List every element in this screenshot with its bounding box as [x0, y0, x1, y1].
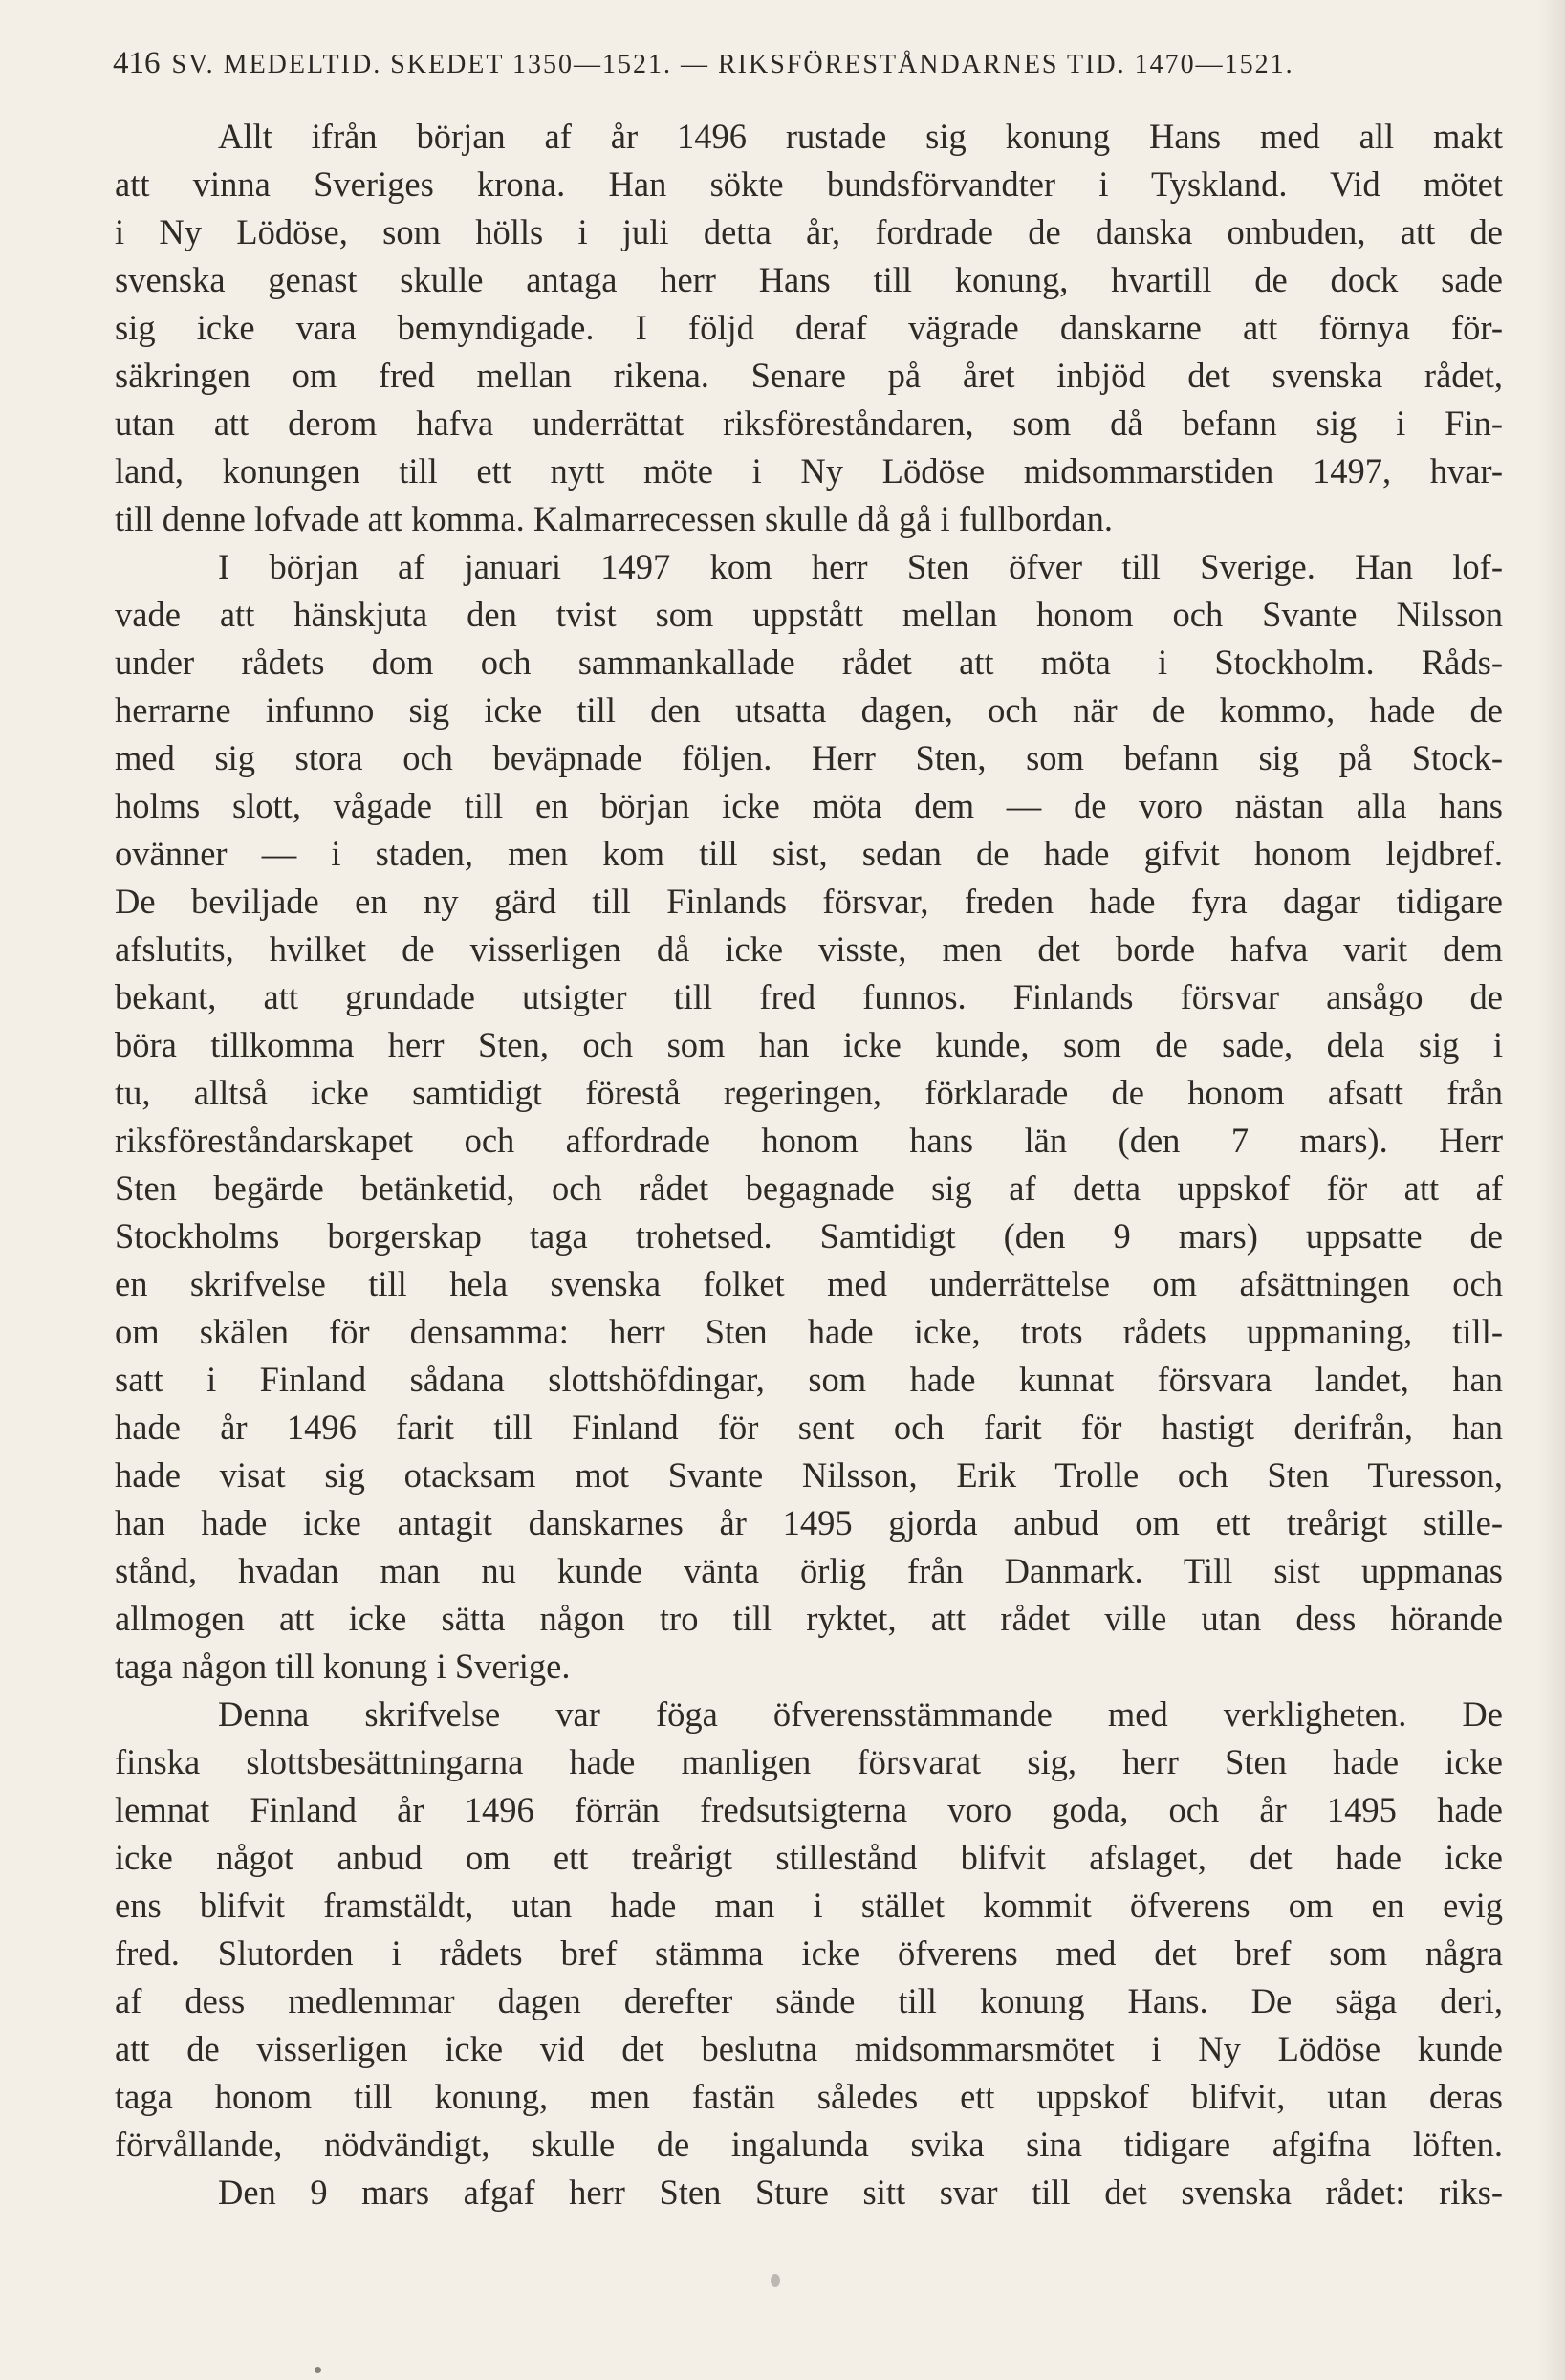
text-line: allmogen att icke sätta någon tro till ryktet, att rådet ville utan dess hörande: [115, 1599, 1503, 1638]
text-line: af dess medlemmar dagen derefter sände till konung Hans. De säga deri,: [115, 1981, 1503, 2020]
text-line: att de visserligen icke vid det beslutna midsommarsmötet i Ny Lödöse kunde: [115, 2029, 1503, 2068]
text-line: sig icke vara bemyndigade. I följd deraf vägrade danskarne att förnya för-: [115, 308, 1503, 347]
running-header: [113, 46, 1509, 88]
text-line: ens blifvit framstäldt, utan hade man i stället kommit öfverens om en evig: [115, 1886, 1503, 1925]
page-number: 416: [113, 46, 161, 80]
text-line: böra tillkomma herr Sten, och som han icke kunde, som de sade, dela sig i: [115, 1025, 1503, 1064]
text-line: svenska genast skulle antaga herr Hans till konung, hvartill de dock sade: [115, 260, 1503, 299]
text-line: taga någon till konung i Sverige.: [115, 1647, 571, 1686]
text-line: i Ny Lödöse, som hölls i juli detta år, fordrade de danska ombuden, att de: [115, 212, 1503, 251]
text-line: en skrifvelse till hela svenska folket med underrättelse om afsättningen och: [115, 1264, 1503, 1303]
text-line: stånd, hvadan man nu kunde vänta örlig från Danmark. Till sist uppmanas: [115, 1551, 1503, 1590]
text-line: satt i Finland sådana slottshöfdingar, som hade kunnat försvara landet, han: [115, 1360, 1503, 1399]
text-line: Stockholms borgerskap taga trohetsed. Samtidigt (den 9 mars) uppsatte de: [115, 1216, 1503, 1256]
text-line: finska slottsbesättningarna hade manligen försvarat sig, herr Sten hade icke: [115, 1742, 1503, 1781]
text-line: om skälen för densamma: herr Sten hade icke, trots rådets uppmaning, till-: [115, 1312, 1503, 1351]
text-line: hade visat sig otacksam mot Svante Nilsson, Erik Trolle och Sten Turesson,: [115, 1455, 1503, 1495]
page-edge-shadow: [1538, 0, 1565, 2380]
text-line: under rådets dom och sammankallade rådet att möta i Stockholm. Råds-: [115, 643, 1503, 682]
text-line: icke något anbud om ett treårigt stillestånd blifvit afslaget, det hade icke: [115, 1838, 1503, 1877]
text-line: Denna skrifvelse var föga öfverensstämmande med verkligheten. De: [218, 1694, 1503, 1734]
text-line: afslutits, hvilket de visserligen då icke visste, men det borde hafva varit dem: [115, 929, 1503, 969]
text-line: hade år 1496 farit till Finland för sent och farit för hastigt derifrån, han: [115, 1408, 1503, 1447]
text-line: holms slott, vågade till en början icke möta dem — de voro nästan alla hans: [115, 786, 1503, 825]
text-line: han hade icke antagit danskarnes år 1495 gjorda anbud om ett treårigt stille-: [115, 1503, 1503, 1542]
text-line: De beviljade en ny gärd till Finlands försvar, freden hade fyra dagar tidigare: [115, 882, 1503, 921]
ink-speck: [315, 2367, 321, 2373]
text-line: lemnat Finland år 1496 förrän fredsutsigterna voro goda, och år 1495 hade: [115, 1790, 1503, 1829]
text-line: herrarne infunno sig icke till den utsatta dagen, och när de kommo, hade de: [115, 690, 1503, 730]
text-line: med sig stora och beväpnade följen. Herr Sten, som befann sig på Stock-: [115, 738, 1503, 777]
text-line: Den 9 mars afgaf herr Sten Sture sitt svar till det svenska rådet: riks-: [218, 2173, 1503, 2212]
text-line: förvållande, nödvändigt, skulle de ingalunda svika sina tidigare afgifna löften.: [115, 2125, 1503, 2164]
text-line: I början af januari 1497 kom herr Sten öfver till Sverige. Han lof-: [218, 547, 1503, 586]
text-line: ovänner — i staden, men kom till sist, sedan de hade gifvit honom lejdbref.: [115, 834, 1503, 873]
text-line: Sten begärde betänketid, och rådet begagnade sig af detta uppskof för att af: [115, 1168, 1503, 1208]
text-line: fred. Slutorden i rådets bref stämma icke öfverens med det bref som några: [115, 1933, 1503, 1973]
text-line: tu, alltså icke samtidigt förestå regeringen, förklarade de honom afsatt från: [115, 1073, 1503, 1112]
text-line: till denne lofvade att komma. Kalmarrecessen skulle då gå i fullbordan.: [115, 499, 1113, 538]
text-line: vade att hänskjuta den tvist som uppstått mellan honom och Svante Nilsson: [115, 595, 1503, 634]
running-title: SV. MEDELTID. SKEDET 1350—1521. — RIKSFÖRESTÅNDARNES TID. 1470—1521.: [171, 50, 1294, 79]
text-line: taga honom till konung, men fastän således ett uppskof blifvit, utan deras: [115, 2077, 1503, 2116]
text-line: att vinna Sveriges krona. Han sökte bundsförvandter i Tyskland. Vid mötet: [115, 164, 1503, 204]
ink-speck: [771, 2274, 780, 2287]
text-line: utan att derom hafva underrättat riksföreståndaren, som då befann sig i Fin-: [115, 404, 1503, 443]
text-line: Allt ifrån början af år 1496 rustade sig konung Hans med all makt: [218, 117, 1503, 156]
body-text: [115, 113, 1503, 2216]
text-line: bekant, att grundade utsigter till fred funnos. Finlands försvar ansågo de: [115, 977, 1503, 1016]
text-line: säkringen om fred mellan rikena. Senare på året inbjöd det svenska rådet,: [115, 356, 1503, 395]
text-line: riksföreståndarskapet och affordrade honom hans län (den 7 mars). Herr: [115, 1121, 1503, 1160]
text-line: land, konungen till ett nytt möte i Ny Lödöse midsommarstiden 1497, hvar-: [115, 451, 1503, 491]
